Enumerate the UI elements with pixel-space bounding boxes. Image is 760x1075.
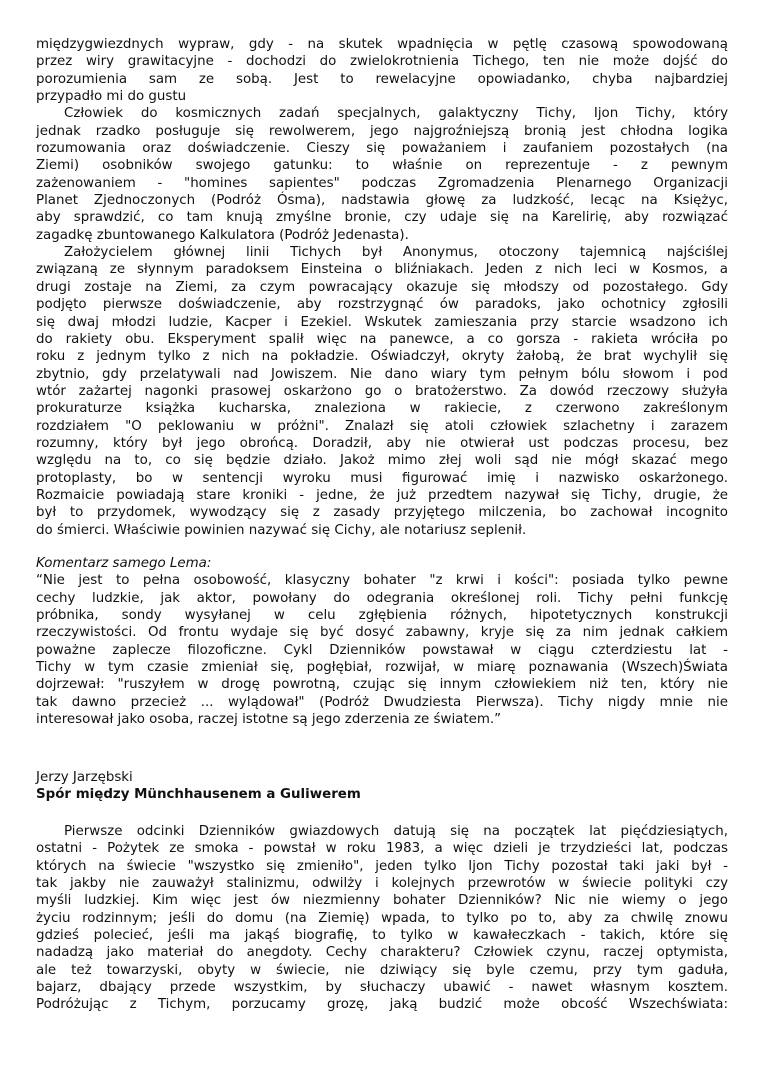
paragraph (36, 105, 728, 244)
quote-line: dojrzewał: "ruszyłem w drogę powrotną, czując się innym człowiekiem niż ten, który nie (36, 677, 728, 693)
text-line: wtór zażartej nagonki prasowej oskarżono go o bratożerstwo. Za dowód rzeczowy służyła (36, 383, 728, 399)
lem-quote (36, 572, 728, 728)
paragraph (36, 36, 728, 105)
text-line: Założycielem głównej linii Tichych był Anonymus, otoczony tajemnicą najściślej (64, 245, 728, 261)
text-line: myśli ludzkiej. Kim więc jest ów niezmienny bohater Dzienników? Nic nie wiemy o jego (36, 893, 728, 909)
body-text-top (36, 36, 728, 539)
text-line: względu na to, co się będzie działo. Jakoż mimo złej woli sąd nie mógł skazać mego (36, 453, 728, 469)
text-line: do śmierci. Właściwie powinien nazywać się Cichy, ale notariusz seplenił. (36, 522, 527, 538)
text-line: podjęto pierwsze doświadczenie, aby rozstrzygnąć ów paradoks, jako ochotnicy zgłosili (36, 297, 728, 313)
quote-line: interesował jako osoba, raczej istotne są jego zderzenia ze światem.” (36, 712, 502, 728)
lem-comment (36, 555, 728, 728)
text-line: roku z jednym tylko z nich na pokładzie. Oświadczył, okryty żałobą, że brat wychylił się (36, 349, 728, 365)
text-line: rozumowania oraz doświadczenie. Cieszy się poważaniem i zaufaniem pozostałych (na (36, 141, 728, 157)
text-line: był to przydomek, wywodzący się z zasady przyjętego milczenia, bo zachował incognito (36, 505, 728, 521)
quote-line: tak dawno przecież ... wylądował" (Podróż Dwudziesta Pierwsza). Tichy nigdy mnie nie (36, 694, 728, 710)
text-line: jednak rzadko posługuje się rewolwerem, jego najgroźniejszą bronią jest chłodna logika (36, 123, 728, 139)
text-line: się dwaj młodzi ludzie, Kacper i Ezekiel. Wskutek zamieszania przy starcie wsadzono ich (36, 314, 728, 330)
quote-line: cechy ludzkie, jak aktor, powołany do odegrania określonej roli. Tichy pełni funkcję (36, 590, 728, 606)
text-line: Człowiek do kosmicznych zadań specjalnych, galaktyczny Tichy, Ijon Tichy, który (64, 106, 728, 122)
text-line: nadadzą jako materiał do anegdoty. Cechy charakteru? Człowiek czynu, raczej optymista, (36, 945, 728, 961)
paragraph (36, 823, 728, 1014)
text-line: życiu rodzinnym; jeśli do domu (na Ziemię) wpada, to tylko po to, aby za chwilę znowu (36, 910, 728, 926)
paragraph (36, 244, 728, 539)
text-line: zażenowaniem - "homines sapientes" podczas Zgromadzenia Plenarnego Organizacji (36, 175, 728, 191)
text-line: Podróżując z Tichym, porzucamy grozę, jaką budzić może obcość Wszechświata: (36, 997, 728, 1013)
text-line: zagadkę zbuntowanego Kalkulatora (Podróż Jedenasta). (36, 227, 409, 243)
text-line: przypadło mi do gustu (36, 89, 187, 105)
comment-label: Komentarz samego Lema: (36, 556, 212, 571)
text-line: gdzieś polecieć, jeśli ma jakąś biografię, to tylko w kawałeczkach - takich, które się (36, 928, 728, 944)
text-line: Planet Zjednoczonych (Podróż Ósma), nadstawia głowę za ludzkość, lecąc na Księżyc, (36, 193, 728, 209)
author-name: Jerzy Jarzębski (36, 770, 133, 785)
quote-line: poważne zaplecze filozoficzne. Cykl Dzienników powstawał w ciągu czterdziestu lat - (36, 642, 728, 658)
text-line: przez wiry grawitacyjne - dochodzi do zwielokrotnienia Tichego, ten nie może dojść do (36, 54, 728, 70)
text-line: Rozmaicie powiadają stare kroniki - jedne, że już przedtem nazywał się Tichy, drugie, że (36, 487, 728, 503)
text-line: rozdziałem "O peklowaniu w próżni". Znalazł się atoli człowiek szlachetny i zarazem (36, 418, 728, 434)
quote-line: “Nie jest to pełna osobowość, klasyczny bohater "z krwi i kości": posiada tylko pewne (36, 573, 728, 589)
text-line: do rakiety obu. Eksperyment spalił więc na panewce, a co gorsza - rakieta wróciła po (36, 331, 728, 347)
text-line: ostatni - Pożytek ze smoka - powstał w roku 1983, a więc dzieli je trzydzieści lat, podczas (36, 841, 728, 857)
quote-line: Tichy w tym czasie zmieniał się, pogłębiał, rozwijał, w miarę poznawania (Wszech)Świata (36, 660, 728, 676)
text-line: tak jakby nie zauważył stalinizmu, odwilży i kolejnych przewrotów w świecie polityki czy (36, 876, 728, 892)
quote-line: próbnika, sondy wysyłanej w celu zgłębienia różnych, hipotetycznych konstrukcji (36, 608, 728, 624)
text-line: zbytnio, gdy przelatywali nad Jowiszem. Nie dano wiary tym pełnym bólu słowom i pod (36, 366, 728, 382)
text-line: protoplasty, bo w sentencji wyroku musi figurować imię i nazwisko oskarżonego. (36, 470, 728, 486)
text-line: Ziemi) osobników swojego gatunku: to właśnie on reprezentuje - z pewnym (36, 158, 728, 174)
text-line: Pierwsze odcinki Dzienników gwiazdowych datują się na początek lat pięćdziesiątych, (64, 824, 728, 839)
article-header (36, 769, 728, 804)
article-title: Spór między Münchhausenem a Guliwerem (36, 787, 361, 803)
quote-line: rzeczywistości. Od frontu wydaje się być dosyć zabawny, kryje się za nim jednak całkiem (36, 625, 728, 641)
text-line: drugi zostaje na Ziemi, za czym powracający okazuje się młodszy od pozostałego. Gdy (36, 279, 728, 295)
text-line: porozumienia sam ze sobą. Jest to rewelacyjne opowiadanko, chyba najbardziej (36, 71, 728, 87)
text-line: międzygwiezdnych wypraw, gdy - na skutek wpadnięcia w pętlę czasową spowodowaną (36, 37, 728, 52)
text-line: ale też towarzyski, obyty w świecie, nie dziwiący się byle czemu, przy tym gaduła, (36, 962, 728, 978)
text-line: bajarz, dbający przede wszystkim, by słuchaczy ubawić - nawet własnym kosztem. (36, 980, 728, 996)
text-line: aby sprawdzić, co tam knują zmyślne bronie, czy udaje się na Karelirię, aby rozwiązać (36, 210, 728, 226)
text-line: związaną ze słynnym paradoksem Einsteina o bliźniakach. Jeden z nich leci w Kosmos, a (36, 262, 728, 278)
body-text-article (36, 823, 728, 1014)
text-line: których na świecie "wszystko się zmieniło", jeden tylko Ijon Tichy pozostał taki jaki był - (36, 858, 728, 874)
text-line: rozumny, który był jego obrońcą. Doradził, aby nie otwierał ust podczas procesu, bez (36, 435, 728, 451)
text-line: prokuraturze książka kucharska, znaleziona w rakiecie, z czerwono zakreślonym (36, 401, 728, 417)
